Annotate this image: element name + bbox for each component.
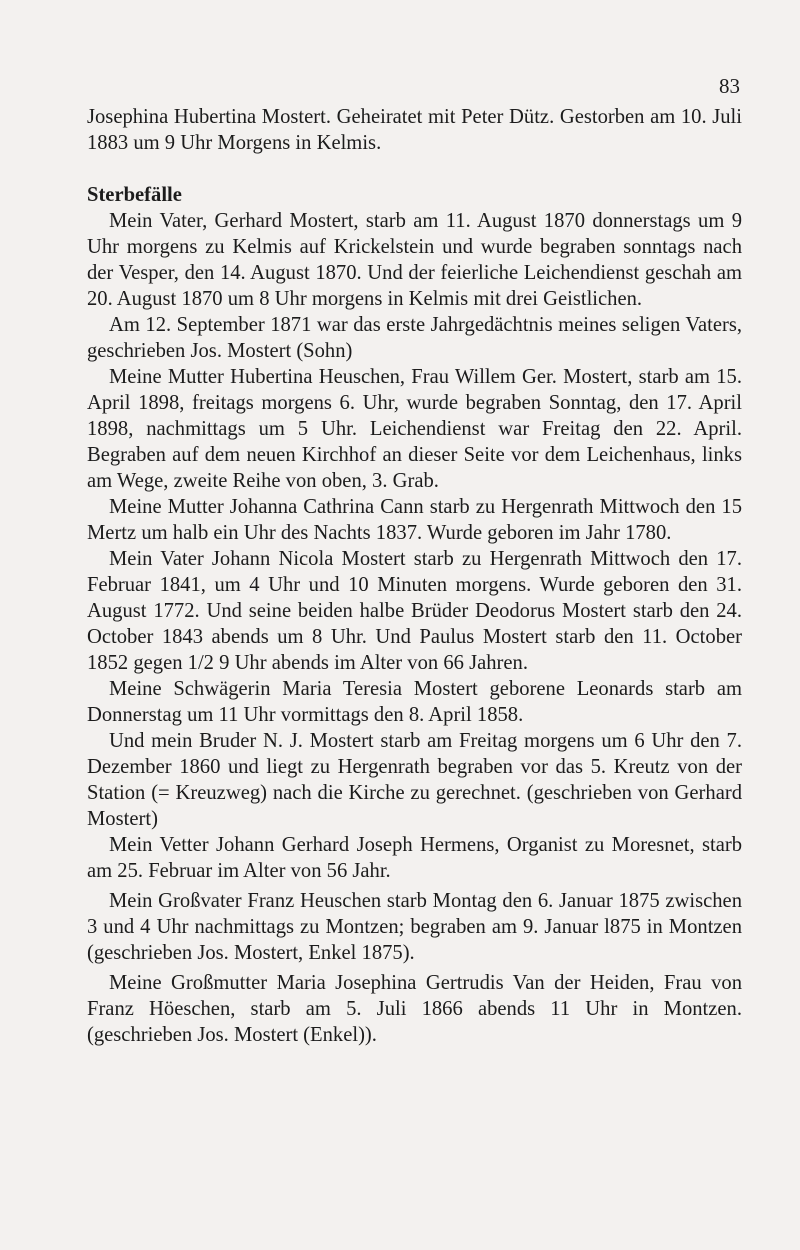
section-heading: Sterbefälle [87, 184, 182, 206]
paragraph: Mein Vater, Gerhard Mostert, starb am 11. August 1870 donnerstags um 9 Uhr morgens zu Kelmis auf Krickelstein und wurde begraben sonntags nach der Vesper, den 14. August 1870. Und der feierliche Leichendienst geschah am 20. August 1870 um 8 Uhr morgens in Kelmis mit drei Geistlichen. [87, 210, 742, 310]
paragraph: Meine Großmutter Maria Josephina Gertrudis Van der Heiden, Frau von Franz Höeschen, starb am 5. Juli 1866 abends 11 Uhr in Montzen. (geschrieben Jos. Mostert (Enkel)). [87, 972, 742, 1046]
paragraph: Meine Mutter Johanna Cathrina Cann starb zu Hergenrath Mittwoch den 15 Mertz um halb ein Uhr des Nachts 1837. Wurde geboren im Jahr 1780. [87, 496, 742, 544]
paragraph: Mein Vater Johann Nicola Mostert starb zu Hergenrath Mittwoch den 17. Februar 1841, um 4 Uhr und 10 Minuten morgens. Wurde geboren den 31. August 1772. Und seine beiden halbe Brüder Deodorus Mostert starb den 24. October 1843 abends um 8 Uhr. Und Paulus Mostert starb den 11. October 1852 gegen 1/2 9 Uhr abends im Alter von 66 Jahren. [87, 548, 742, 674]
intro-paragraph: Josephina Hubertina Mostert. Geheiratet mit Peter Dütz. Gestorben am 10. Juli 1883 um 9 Uhr Morgens in Kelmis. [87, 106, 742, 154]
paragraph: Mein Vetter Johann Gerhard Joseph Hermens, Organist zu Moresnet, starb am 25. Februar im Alter von 56 Jahr. [87, 834, 742, 882]
paragraph: Am 12. September 1871 war das erste Jahrgedächtnis meines seligen Vaters, geschrieben Jos. Mostert (Sohn) [87, 314, 742, 362]
page-number: 83 [719, 74, 740, 98]
page-body [87, 104, 742, 1048]
paragraph: Meine Mutter Hubertina Heuschen, Frau Willem Ger. Mostert, starb am 15. April 1898, freitags morgens 6. Uhr, wurde begraben Sonntag, den 17. April 1898, nachmittags um 5 Uhr. Leichendienst war Freitag den 22. April. Begraben auf dem neuen Kirchhof an dieser Seite vor dem Leichenhaus, links am Wege, zweite Reihe von oben, 3. Grab. [87, 366, 742, 492]
paragraph: Meine Schwägerin Maria Teresia Mostert geborene Leonards starb am Donnerstag um 11 Uhr vormittags den 8. April 1858. [87, 678, 742, 726]
paragraph: Mein Großvater Franz Heuschen starb Montag den 6. Januar 1875 zwischen 3 und 4 Uhr nachmittags zu Montzen; begraben am 9. Januar l875 in Montzen (geschrieben Jos. Mostert, Enkel 1875). [87, 890, 742, 964]
paragraph: Und mein Bruder N. J. Mostert starb am Freitag morgens um 6 Uhr den 7. Dezember 1860 und liegt zu Hergenrath begraben vor das 5. Kreutz von der Station (= Kreuzweg) nach die Kirche zu gerechnet. (geschrieben von Gerhard Mostert) [87, 730, 742, 830]
